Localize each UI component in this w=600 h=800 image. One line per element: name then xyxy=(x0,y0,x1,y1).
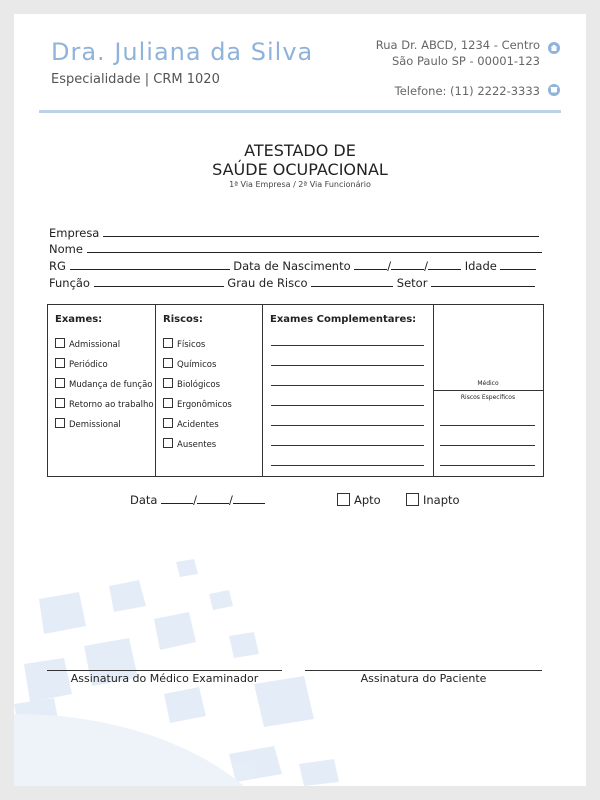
field-empresa[interactable] xyxy=(49,226,543,240)
funcao-line[interactable] xyxy=(94,277,224,287)
date-separator: / xyxy=(229,493,233,507)
checkbox-label: Demissional xyxy=(69,420,121,430)
checkbox[interactable] xyxy=(163,438,173,448)
checkbox[interactable] xyxy=(163,338,173,348)
nome-label: Nome xyxy=(49,242,83,256)
address-line-2: São Paulo SP - 00001-123 xyxy=(391,54,540,68)
checkbox-label: Físicos xyxy=(177,340,206,350)
copy-subtitle: 1ª Via Empresa / 2ª Via Funcionário xyxy=(229,180,371,189)
exam-table xyxy=(47,304,544,477)
medico-divider xyxy=(433,390,543,391)
riscos-especificos-label: Riscos Específicos xyxy=(460,394,516,401)
field-nome[interactable] xyxy=(49,242,543,256)
risco-checkbox[interactable] xyxy=(163,378,220,390)
risco-checkbox[interactable] xyxy=(163,438,216,450)
address-line-1: Rua Dr. ABCD, 1234 - Centro xyxy=(375,38,540,52)
inapto-label: Inapto xyxy=(423,493,460,507)
risco-checkbox[interactable] xyxy=(163,338,205,350)
medico-signature-line[interactable] xyxy=(47,670,282,671)
setor-line[interactable] xyxy=(431,277,535,287)
phone-icon xyxy=(548,84,560,96)
paciente-signature-line[interactable] xyxy=(305,670,542,671)
checkbox[interactable] xyxy=(55,398,65,408)
complementar-line[interactable] xyxy=(271,445,424,446)
checkbox[interactable] xyxy=(163,378,173,388)
header-divider xyxy=(39,110,561,113)
empresa-line[interactable] xyxy=(103,227,539,237)
checkbox[interactable] xyxy=(163,358,173,368)
risco-checkbox[interactable] xyxy=(163,398,232,410)
nome-line[interactable] xyxy=(87,243,542,253)
complementares-column xyxy=(262,305,434,476)
complementar-line[interactable] xyxy=(271,345,424,346)
complementar-line[interactable] xyxy=(271,465,424,466)
checkbox[interactable] xyxy=(55,358,65,368)
doctor-name: Dra. Juliana da Silva xyxy=(51,38,314,66)
exame-checkbox[interactable] xyxy=(55,398,154,410)
risco-especifico-line[interactable] xyxy=(440,425,535,426)
risco-especifico-line[interactable] xyxy=(440,465,535,466)
complementares-heading: Exames Complementares: xyxy=(270,314,417,325)
riscos-column xyxy=(155,305,263,476)
checkbox-label: Acidentes xyxy=(177,420,219,430)
checkbox[interactable] xyxy=(55,418,65,428)
doctor-specialty: Especialidade | CRM 1020 xyxy=(51,72,220,87)
complementar-line[interactable] xyxy=(271,385,424,386)
riscos-heading: Riscos: xyxy=(163,314,203,325)
date-field xyxy=(130,493,265,507)
checkbox-label: Admissional xyxy=(69,340,121,350)
certificate-page xyxy=(14,14,586,786)
rg-line[interactable] xyxy=(70,260,230,270)
idade-line[interactable] xyxy=(500,260,536,270)
data-nascimento-label: Data de Nascimento xyxy=(233,259,351,273)
exame-checkbox[interactable] xyxy=(55,338,120,350)
medico-signature-label: Assinatura do Médico Examinador xyxy=(70,672,259,685)
checkbox[interactable] xyxy=(406,493,419,506)
checkbox-label: Mudança de função xyxy=(69,380,153,390)
risco-especifico-line[interactable] xyxy=(440,445,535,446)
checkbox-label: Ausentes xyxy=(177,440,217,450)
risco-checkbox[interactable] xyxy=(163,418,219,430)
exames-column xyxy=(48,305,156,476)
field-funcao-row xyxy=(49,276,543,290)
exame-checkbox[interactable] xyxy=(55,418,121,430)
date-day-line[interactable] xyxy=(161,494,193,504)
field-rg-row xyxy=(49,259,543,273)
setor-label: Setor xyxy=(396,276,428,290)
date-month-line[interactable] xyxy=(197,494,229,504)
date-separator: / xyxy=(193,493,197,507)
apto-checkbox[interactable] xyxy=(337,493,381,507)
date-separator: / xyxy=(387,259,392,273)
title-line-1: ATESTADO DE xyxy=(244,141,356,160)
medico-column xyxy=(433,305,543,476)
exame-checkbox[interactable] xyxy=(55,358,108,370)
funcao-label: Função xyxy=(49,276,90,290)
checkbox-label: Biológicos xyxy=(177,380,221,390)
inapto-checkbox[interactable] xyxy=(406,493,460,507)
checkbox[interactable] xyxy=(55,338,65,348)
rg-label: RG xyxy=(49,259,66,273)
nascimento-month-line[interactable] xyxy=(391,260,424,270)
phone-number: Telefone: (11) 2222-3333 xyxy=(394,84,540,98)
nascimento-day-line[interactable] xyxy=(354,260,387,270)
title-line-2: SAÚDE OCUPACIONAL xyxy=(212,160,388,179)
complementar-line[interactable] xyxy=(271,405,424,406)
checkbox[interactable] xyxy=(163,418,173,428)
data-label: Data xyxy=(130,493,158,507)
exames-heading: Exames: xyxy=(55,314,103,325)
complementar-line[interactable] xyxy=(271,425,424,426)
checkbox-label: Químicos xyxy=(177,360,217,370)
nascimento-year-line[interactable] xyxy=(428,260,461,270)
checkbox-label: Periódico xyxy=(69,360,108,370)
exame-checkbox[interactable] xyxy=(55,378,152,390)
checkbox-label: Retorno ao trabalho xyxy=(69,400,154,410)
apto-label: Apto xyxy=(354,493,381,507)
grau-risco-line[interactable] xyxy=(311,277,393,287)
checkbox[interactable] xyxy=(55,378,65,388)
grau-risco-label: Grau de Risco xyxy=(227,276,308,290)
idade-label: Idade xyxy=(464,259,497,273)
checkbox[interactable] xyxy=(337,493,350,506)
home-icon xyxy=(548,42,560,54)
paciente-signature-label: Assinatura do Paciente xyxy=(360,672,487,685)
risco-checkbox[interactable] xyxy=(163,358,216,370)
date-year-line[interactable] xyxy=(233,494,265,504)
complementar-line[interactable] xyxy=(271,365,424,366)
checkbox-label: Ergonômicos xyxy=(177,400,232,410)
empresa-label: Empresa xyxy=(49,226,100,240)
date-separator: / xyxy=(424,259,429,273)
checkbox[interactable] xyxy=(163,398,173,408)
medico-label: Médico xyxy=(477,380,499,387)
